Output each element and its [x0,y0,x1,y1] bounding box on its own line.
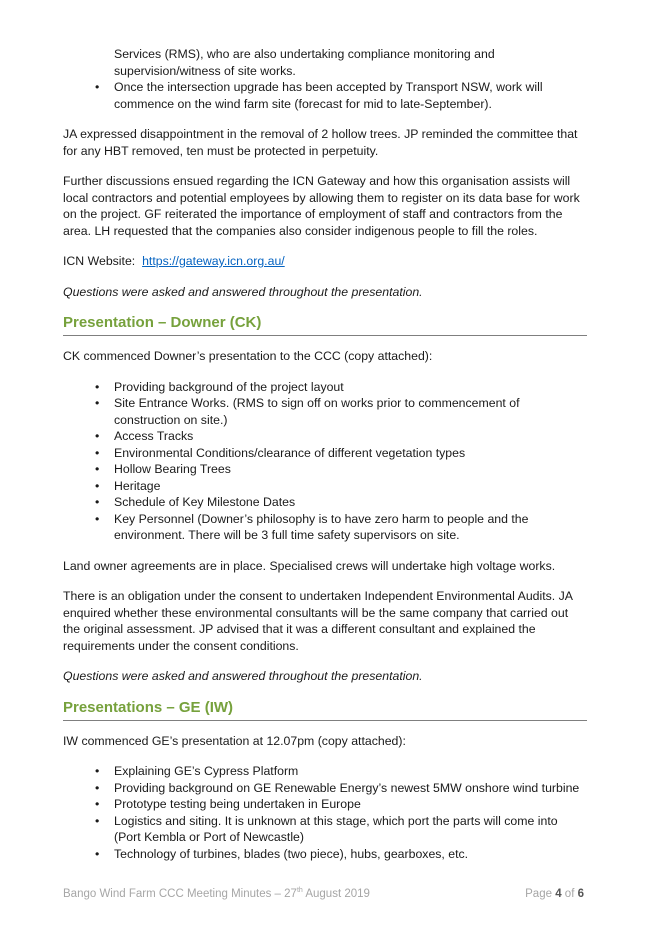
section-heading-downer: Presentation – Downer (CK) [63,314,587,336]
page-footer [63,886,584,902]
list-item: • Heritage [63,478,587,495]
list-item: • Access Tracks [63,428,587,445]
list-item: • Schedule of Key Milestone Dates [63,494,587,511]
questions-note: Questions were asked and answered throughout the presentation. [63,284,423,299]
icn-link[interactable]: https://gateway.icn.org.au/ [142,254,285,268]
list-item: • Hollow Bearing Trees [63,461,587,478]
page-number: Page 4 of 6 [525,888,584,900]
list-item: • Providing background on GE Renewable Energy’s newest 5MW onshore wind turbine [63,780,587,797]
downer-bullet-list [63,379,587,544]
list-item: • Key Personnel (Downer’s philosophy is to have zero harm to people and the environment. There will be 3 full time safety supervisors on site. [63,511,587,544]
list-item: • Prototype testing being undertaken in Europe [63,796,587,813]
icn-label: ICN Website: [63,254,136,268]
paragraph: CK commenced Downer’s presentation to the CCC (copy attached): [63,349,433,363]
ge-bullet-list [63,763,587,862]
list-item: • Environmental Conditions/clearance of different vegetation types [63,445,587,462]
list-item: • Explaining GE’s Cypress Platform [63,763,587,780]
section-heading-ge: Presentations – GE (IW) [63,699,587,721]
list-item: • Once the intersection upgrade has been accepted by Transport NSW, work will commence on the wind farm site (forecast for mid to late-September). [63,79,587,112]
paragraph: Further discussions ensued regarding the ICN Gateway and how this organisation assists will local contractors and potential employees by allowing them to register on its data base for work on the project. GF reiterated the importance of employment of staff and contractors from the area. LH requested that the companies also consider indigenous people to fill the roles. [63,174,580,238]
paragraph: There is an obligation under the consent to undertaken Independent Environmental Audits. JA enquired whether these environmental consultants will be the same company that carried out the original assessment. JP advised that it was a different consultant and explained the requirements under the consent conditions. [63,589,573,653]
continued-bullet-text: Services (RMS), who are also undertaking compliance monitoring and supervision/witness of site works. [114,47,495,78]
footer-title: Bango Wind Farm CCC Meeting Minutes – 27th August 2019 [63,887,370,900]
questions-note: Questions were asked and answered throughout the presentation. [63,669,423,683]
icn-website-line [63,253,587,270]
paragraph: Land owner agreements are in place. Specialised crews will undertake high voltage works. [63,558,556,573]
list-item: • Technology of turbines, blades (two piece), hubs, gearboxes, etc. [63,846,587,863]
list-item: • Providing background of the project layout [63,379,587,396]
paragraph: IW commenced GE’s presentation at 12.07pm (copy attached): [63,733,406,748]
paragraph: JA expressed disappointment in the removal of 2 hollow trees. JP reminded the committee that for any HBT removed, ten must be protected in perpetuity. [63,127,578,158]
list-item: • Site Entrance Works. (RMS to sign off on works prior to commencement of construction on site.) [63,395,587,428]
list-item: • Logistics and siting. It is unknown at this stage, which port the parts will come into (Port Kembla or Port of Newcastle) [63,813,587,846]
